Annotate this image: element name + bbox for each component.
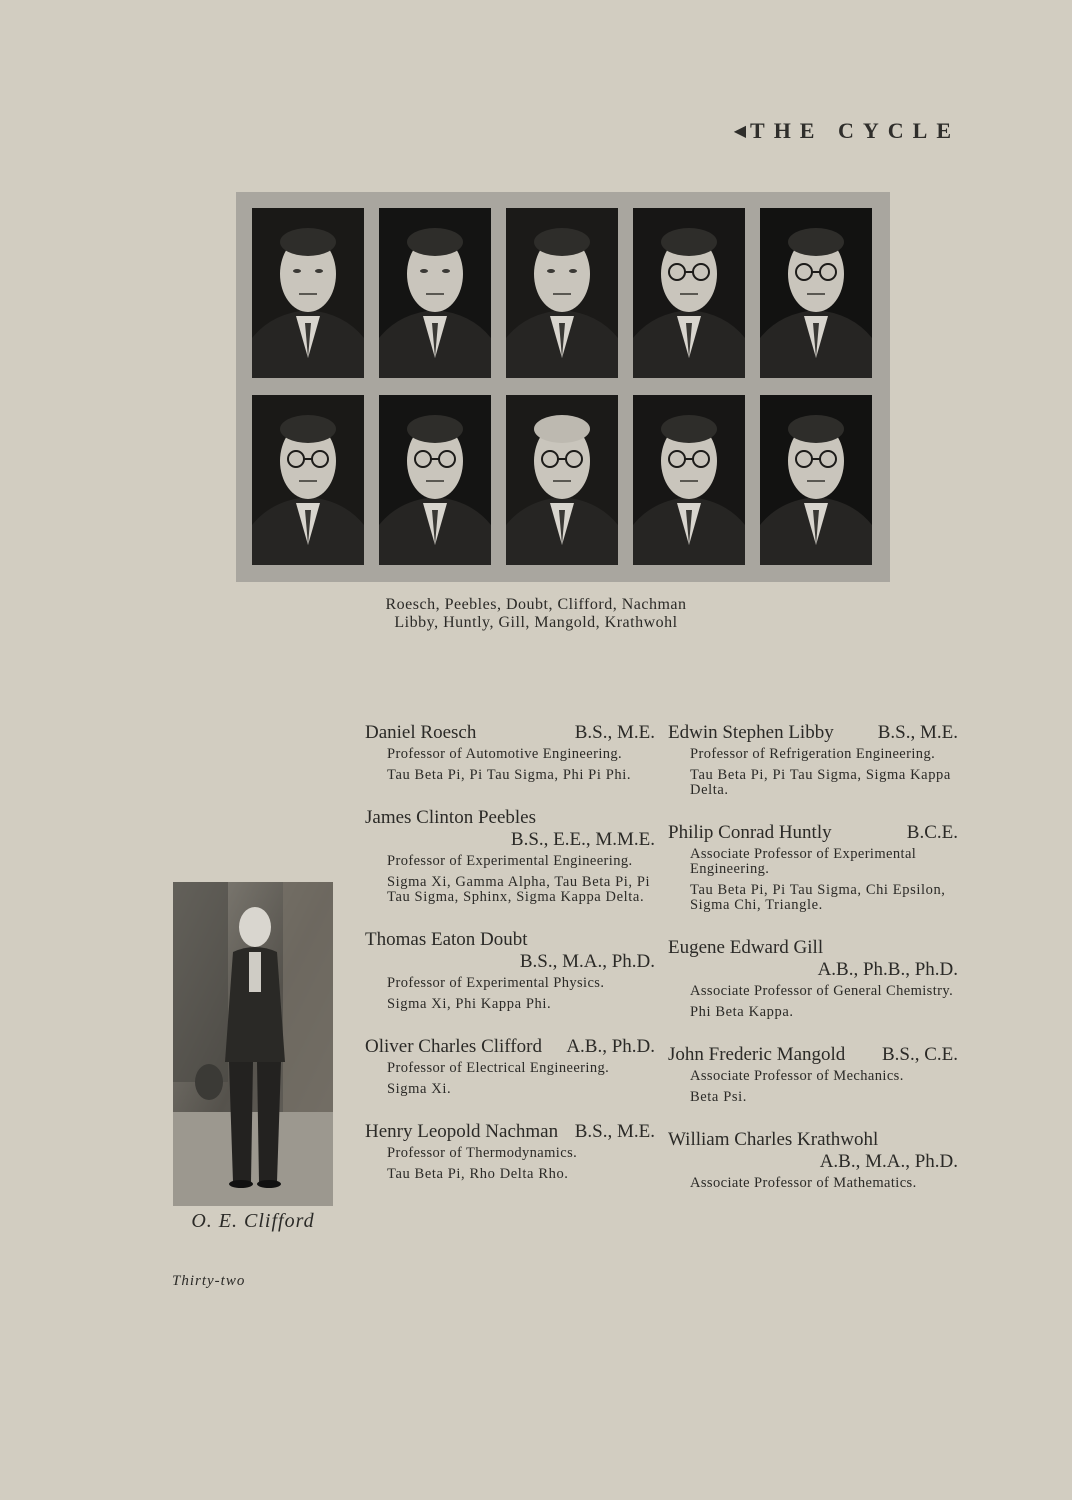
faculty-societies: Tau Beta Pi, Pi Tau Sigma, Phi Pi Phi. xyxy=(387,767,632,783)
faculty-title: Professor of Refrigeration Engineering. xyxy=(690,746,936,762)
faculty-portrait-grid xyxy=(236,192,890,582)
faculty-entry xyxy=(668,822,958,913)
running-header xyxy=(734,118,960,144)
caption-line-2: Libby, Huntly, Gill, Mangold, Krathwohl xyxy=(394,614,678,631)
faculty-name: Edwin Stephen Libby xyxy=(668,722,834,743)
faculty-name-line xyxy=(668,937,958,959)
portrait-caption xyxy=(0,596,1072,632)
faculty-entry xyxy=(668,1129,958,1191)
faculty-entry xyxy=(365,1036,655,1097)
faculty-degree: B.S., M.E. xyxy=(574,722,655,743)
portrait-photo xyxy=(633,395,745,565)
faculty-title: Professor of Experimental Physics. xyxy=(387,975,605,991)
faculty-name: Eugene Edward Gill xyxy=(668,937,824,958)
faculty-entry xyxy=(365,722,655,783)
faculty-name: James Clinton Peebles xyxy=(365,807,536,828)
faculty-title: Professor of Electrical Engineering. xyxy=(387,1060,610,1076)
faculty-societies: Sigma Xi. xyxy=(387,1081,452,1097)
faculty-societies: Phi Beta Kappa. xyxy=(690,1004,794,1020)
faculty-title: Associate Professor of Experimental Engineering. xyxy=(690,846,917,877)
faculty-title: Associate Professor of Mechanics. xyxy=(690,1068,904,1084)
faculty-list-right xyxy=(668,722,958,1215)
faculty-title: Professor of Automotive Engineering. xyxy=(387,746,623,762)
faculty-name-line xyxy=(668,722,958,744)
page-number: Thirty-two xyxy=(172,1273,246,1289)
faculty-title: Associate Professor of General Chemistry. xyxy=(690,983,954,999)
faculty-name: Oliver Charles Clifford xyxy=(365,1036,542,1057)
portrait-photo xyxy=(760,208,872,378)
faculty-entry xyxy=(365,929,655,1012)
portrait-photo xyxy=(252,395,364,565)
portrait-photo xyxy=(760,395,872,565)
faculty-societies: Tau Beta Pi, Pi Tau Sigma, Sigma Kappa Delta. xyxy=(690,767,951,798)
running-header-title: THE CYCLE xyxy=(750,118,960,143)
faculty-degree: B.C.E. xyxy=(906,822,958,843)
portrait-photo xyxy=(379,208,491,378)
faculty-societies: Sigma Xi, Gamma Alpha, Tau Beta Pi, Pi Tau Sigma, Sphinx, Sigma Kappa Delta. xyxy=(387,874,651,905)
faculty-societies: Tau Beta Pi, Rho Delta Rho. xyxy=(387,1166,569,1182)
faculty-name: William Charles Krathwohl xyxy=(668,1129,879,1150)
faculty-name: Daniel Roesch xyxy=(365,722,477,743)
faculty-name: Thomas Eaton Doubt xyxy=(365,929,528,950)
faculty-degree: B.S., E.E., M.M.E. xyxy=(510,829,655,850)
caption-line-1: Roesch, Peebles, Doubt, Clifford, Nachman xyxy=(385,596,687,613)
faculty-degree: A.B., Ph.B., Ph.D. xyxy=(817,959,958,980)
portrait-photo xyxy=(379,395,491,565)
faculty-list-left xyxy=(365,722,655,1206)
faculty-title: Associate Professor of Mathematics. xyxy=(690,1175,917,1191)
faculty-name: Philip Conrad Huntly xyxy=(668,822,832,843)
faculty-degree: A.B., Ph.D. xyxy=(566,1036,655,1057)
faculty-entry xyxy=(668,937,958,1020)
faculty-name-line xyxy=(365,722,655,744)
portrait-photo xyxy=(506,208,618,378)
faculty-name-line xyxy=(365,929,655,951)
faculty-title: Professor of Experimental Engineering. xyxy=(387,853,633,869)
standing-man-image xyxy=(173,882,333,1206)
faculty-name-line xyxy=(365,807,655,829)
faculty-name-line xyxy=(365,1036,655,1058)
faculty-societies: Beta Psi. xyxy=(690,1089,747,1105)
faculty-degree: B.S., C.E. xyxy=(881,1044,958,1065)
faculty-name-line xyxy=(668,1044,958,1066)
faculty-degree: A.B., M.A., Ph.D. xyxy=(819,1151,958,1172)
faculty-name: John Frederic Mangold xyxy=(668,1044,846,1065)
faculty-name-line xyxy=(365,1121,655,1143)
faculty-entry xyxy=(668,1044,958,1105)
faculty-name: Henry Leopold Nachman xyxy=(365,1121,559,1142)
standing-photo-caption: O. E. Clifford xyxy=(191,1210,315,1232)
faculty-title: Professor of Thermodynamics. xyxy=(387,1145,578,1161)
faculty-degree: B.S., M.A., Ph.D. xyxy=(519,951,655,972)
faculty-degree: B.S., M.E. xyxy=(877,722,958,743)
faculty-entry xyxy=(365,1121,655,1182)
faculty-societies: Sigma Xi, Phi Kappa Phi. xyxy=(387,996,552,1012)
faculty-name-line xyxy=(668,1129,958,1151)
faculty-societies: Tau Beta Pi, Pi Tau Sigma, Chi Epsilon, Sigma Chi, Triangle. xyxy=(690,882,946,913)
faculty-entry xyxy=(668,722,958,798)
faculty-name-line xyxy=(668,822,958,844)
faculty-degree: B.S., M.E. xyxy=(574,1121,655,1142)
portrait-photo xyxy=(252,208,364,378)
clifford-standing-photo xyxy=(173,882,333,1206)
triangle-left-icon: ◀ xyxy=(733,123,747,140)
portrait-photo xyxy=(506,395,618,565)
faculty-entry xyxy=(365,807,655,905)
portrait-photo xyxy=(633,208,745,378)
